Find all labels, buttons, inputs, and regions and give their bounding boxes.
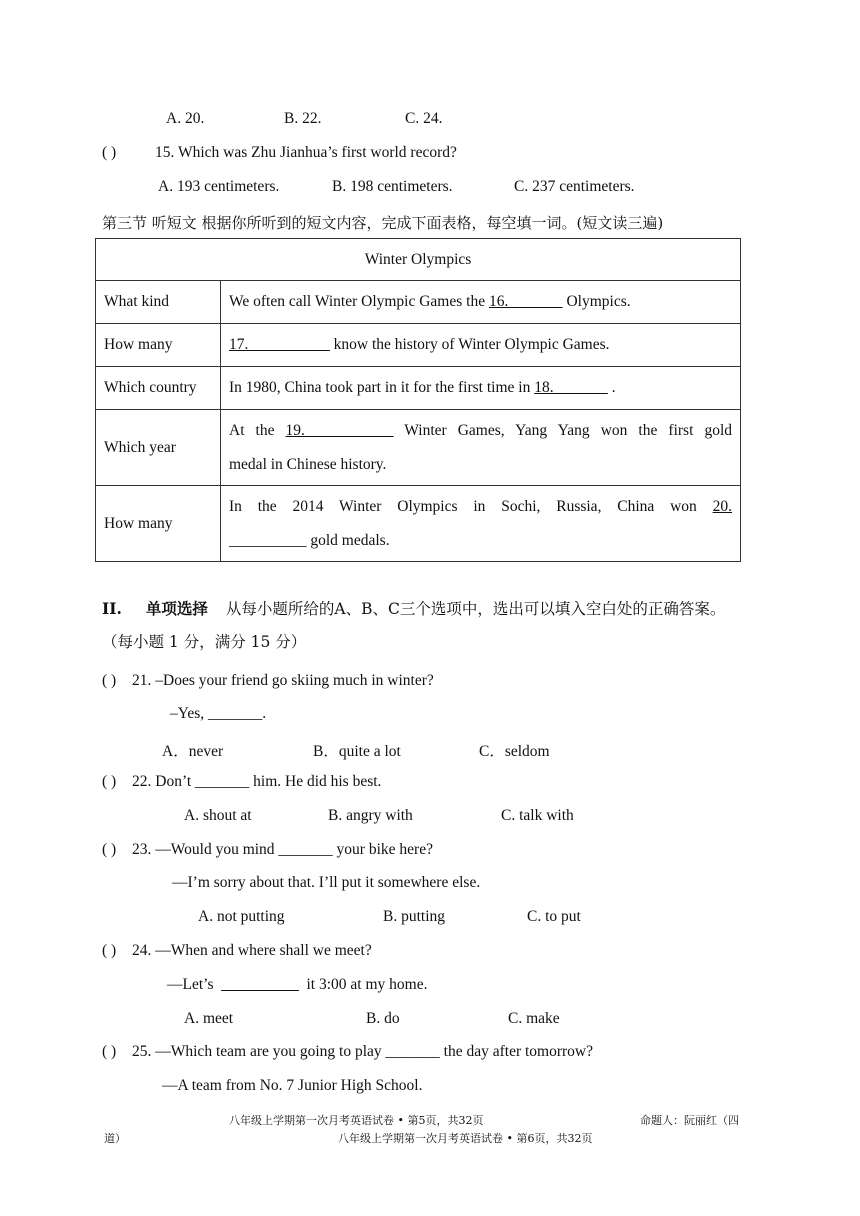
question-line2: —A team from No. 7 Junior High School. bbox=[162, 1077, 423, 1094]
page-footer: 八年级上学期第一次月考英语试卷 • 第5页，共32页 bbox=[229, 1114, 484, 1127]
table-row bbox=[96, 410, 741, 486]
q14-option-a: A. 20. bbox=[166, 110, 205, 127]
table-row bbox=[96, 367, 741, 410]
option-a: A. 193 centimeters. bbox=[158, 178, 280, 195]
row-label: How many bbox=[96, 486, 221, 562]
answer-blank[interactable]: 17. __________ bbox=[229, 336, 330, 353]
answer-bracket: ( ) bbox=[102, 1043, 117, 1060]
option-a: A. meet bbox=[184, 1010, 234, 1027]
question-stem: 22. Don’t _______ him. He did his best. bbox=[132, 773, 382, 790]
option-c: C. 237 centimeters. bbox=[514, 178, 635, 195]
option-b: B．quite a lot bbox=[313, 743, 401, 760]
question-line2: —Let’s __________ it 3:00 at my home. bbox=[167, 976, 428, 993]
option-c: C. talk with bbox=[501, 807, 574, 824]
footer-author: 命题人：阮丽红（四 bbox=[640, 1114, 739, 1127]
row-content: 17. __________ know the history of Winter Olympic Games. bbox=[221, 324, 741, 367]
answer-bracket: ( ) bbox=[102, 841, 117, 858]
section-heading: 第三节 听短文 根据你所听到的短文内容，完成下面表格，每空填一词。(短文读三遍) bbox=[102, 214, 664, 232]
option-b: B. do bbox=[366, 1010, 400, 1027]
option-a: A. shout at bbox=[184, 807, 252, 824]
table-row bbox=[96, 324, 741, 367]
option-c: C. make bbox=[508, 1010, 560, 1027]
row-label: Which country bbox=[96, 367, 221, 410]
row-content: At the 19. __________ Winter Games, Yang Yang won the first gold medal in Chinese history. bbox=[221, 410, 741, 486]
answer-bracket: ( ) bbox=[102, 144, 117, 161]
answer-blank[interactable]: __________ bbox=[221, 976, 299, 993]
row-content: In the 2014 Winter Olympics in Sochi, Russia, China won 20. __________ gold medals. bbox=[221, 486, 741, 562]
option-c: C．seldom bbox=[479, 743, 550, 760]
question-stem: 25. —Which team are you going to play _______ the day after tomorrow? bbox=[132, 1043, 593, 1060]
part-heading-note: （每小题 1 分，满分 15 分） bbox=[102, 633, 307, 651]
row-content: We often call Winter Olympic Games the 16. _ Olympics. bbox=[221, 281, 741, 324]
row-content: In 1980, China took part in it for the first time in 18. __ . bbox=[221, 367, 741, 410]
row-label: How many bbox=[96, 324, 221, 367]
answer-blank[interactable]: 18. __ bbox=[534, 379, 608, 396]
row-label: What kind bbox=[96, 281, 221, 324]
row-label: Which year bbox=[96, 410, 221, 486]
answer-bracket: ( ) bbox=[102, 942, 117, 959]
answer-blank[interactable]: 16. _ bbox=[488, 293, 563, 310]
part-heading: II. 单项选择 从每小题所给的A、B、C三个选项中，选出可以填入空白处的正确答案。 bbox=[102, 599, 726, 618]
question-stem: 23. —Would you mind _______ your bike here? bbox=[132, 841, 433, 858]
question-line2: —I’m sorry about that. I’ll put it somewhere else. bbox=[172, 874, 481, 891]
option-a: A．never bbox=[162, 743, 224, 760]
option-b: B. angry with bbox=[328, 807, 413, 824]
winter-olympics-table bbox=[95, 238, 741, 562]
table-row bbox=[96, 281, 741, 324]
question-stem: 24. —When and where shall we meet? bbox=[132, 942, 372, 959]
page-footer: 八年级上学期第一次月考英语试卷 • 第6页，共32页 bbox=[338, 1132, 593, 1145]
q14-option-c: C. 24. bbox=[405, 110, 443, 127]
question-stem: 21. –Does your friend go skiing much in winter? bbox=[132, 672, 434, 689]
q14-option-b: B. 22. bbox=[284, 110, 322, 127]
answer-blank-number: 20. bbox=[712, 497, 732, 515]
option-b: B. 198 centimeters. bbox=[332, 178, 453, 195]
answer-blank[interactable]: 19. __________ bbox=[285, 421, 394, 439]
option-c: C. to put bbox=[527, 908, 581, 925]
answer-bracket: ( ) bbox=[102, 773, 117, 790]
table-title: Winter Olympics bbox=[96, 239, 741, 281]
table-row bbox=[96, 486, 741, 562]
question-line2: –Yes, _______. bbox=[170, 705, 267, 722]
question-stem: 15. Which was Zhu Jianhua’s first world record? bbox=[155, 144, 457, 161]
answer-bracket: ( ) bbox=[102, 672, 117, 689]
answer-blank[interactable]: __________ bbox=[229, 531, 307, 549]
footer-author-cont: 道） bbox=[104, 1132, 126, 1145]
option-b: B. putting bbox=[383, 908, 446, 925]
option-a: A. not putting bbox=[198, 908, 285, 925]
